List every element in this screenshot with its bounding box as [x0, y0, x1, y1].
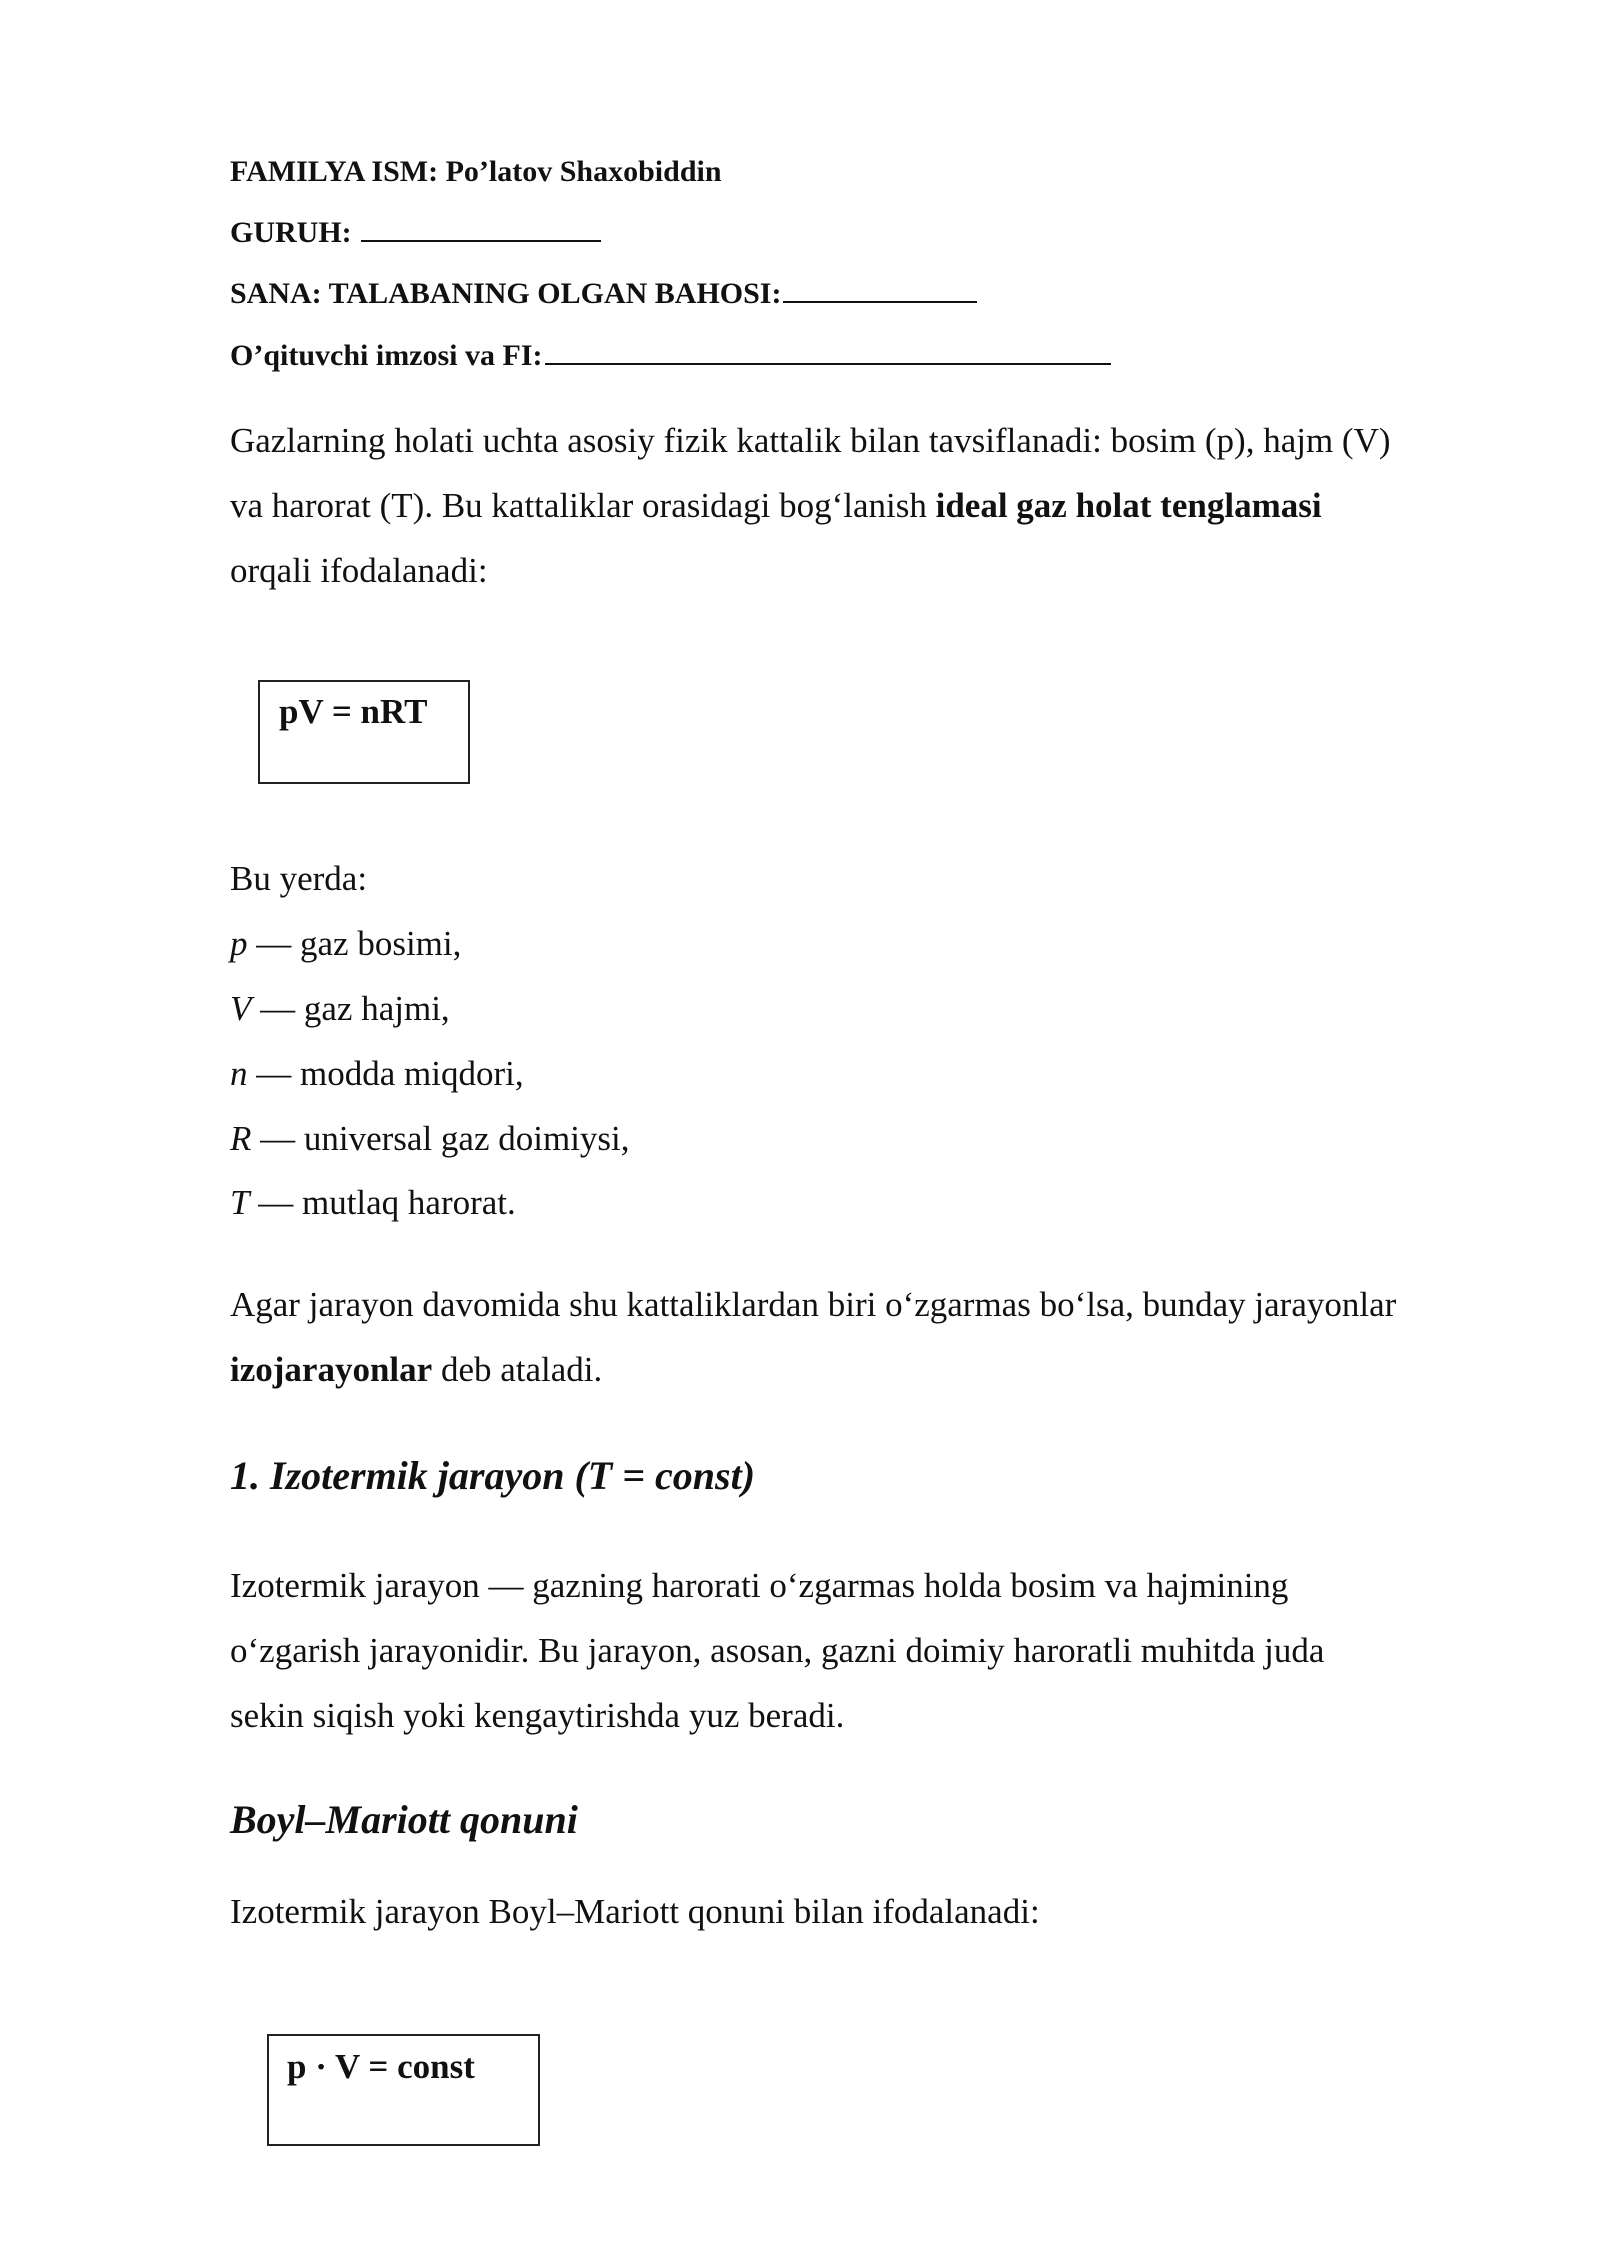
isoprocess-line-2: [230, 1337, 1530, 1402]
boyle-mariotte-paragraph: [230, 1879, 1530, 1944]
name-label: FAMILYA ISM:: [230, 155, 439, 188]
name-field: [230, 153, 722, 191]
formula-ideal-gas: pV = nRT: [279, 692, 428, 731]
teacher-field: [230, 337, 1111, 375]
isoprocess-line-1: Agar jarayon davomida shu kattaliklardan biri o‘zgarmas bo‘lsa, bunday jarayonlar: [230, 1285, 1397, 1324]
definition-t-text: — mutlaq harorat.: [249, 1183, 516, 1222]
definition-r-text: — universal gaz doimiysi,: [251, 1119, 630, 1158]
intro-line-1: Gazlarning holati uchta asosiy fizik kattalik bilan tavsiflanadi: bosim (p), hajm (V): [230, 421, 1391, 460]
isothermal-line-2: o‘zgarish jarayonidir. Bu jarayon, asosan, gazni doimiy haroratli muhitda juda: [230, 1631, 1325, 1670]
intro-line-2-text: va harorat (T). Bu kattaliklar orasidagi bog‘lanish: [230, 486, 936, 525]
symbol-r: R: [230, 1119, 252, 1158]
symbol-t: T: [230, 1183, 250, 1222]
teacher-blank-line: [545, 337, 1111, 365]
section-heading-isothermal: 1. Izotermik jarayon (T = const): [230, 1453, 756, 1498]
group-blank-line: [361, 214, 601, 242]
date-grade-label: SANA: TALABANING OLGAN BAHOSI:: [230, 277, 782, 310]
isothermal-line-3: sekin siqish yoki kengaytirishda yuz beradi.: [230, 1696, 845, 1735]
boyle-mariotte-line-1: Izotermik jarayon Boyl–Mariott qonuni bilan ifodalanadi:: [230, 1892, 1040, 1931]
definition-v-text: — gaz hajmi,: [251, 989, 450, 1028]
intro-paragraph: [230, 408, 1530, 603]
isoprocess-paragraph: [230, 1272, 1530, 1402]
symbol-p: p: [230, 924, 248, 963]
definition-n-text: — modda miqdori,: [247, 1054, 524, 1093]
isoprocess-term: izojarayonlar: [230, 1350, 433, 1389]
formula-boyle-mariotte: p · V = const: [287, 2047, 475, 2086]
name-value: Po’latov Shaxobiddin: [445, 155, 722, 188]
section-heading-boyle-mariotte: Boyl–Mariott qonuni: [230, 1797, 578, 1842]
ideal-gas-term: ideal gaz holat tenglamasi: [935, 486, 1322, 525]
isoprocess-line-2-text: deb ataladi.: [432, 1350, 603, 1389]
symbol-v: V: [230, 989, 252, 1028]
group-field: [230, 214, 601, 252]
definition-p-text: — gaz bosimi,: [247, 924, 462, 963]
definition-r: [230, 1119, 630, 1159]
intro-line-3: orqali ifodalanadi:: [230, 551, 488, 590]
isothermal-paragraph: [230, 1553, 1530, 1748]
intro-line-2: [230, 473, 1530, 538]
definition-t: [230, 1183, 516, 1223]
teacher-label: O’qituvchi imzosi va FI:: [230, 339, 543, 372]
date-grade-field: [230, 275, 977, 313]
definitions-intro: Bu yerda:: [230, 859, 368, 898]
definition-n: [230, 1054, 524, 1094]
definition-v: [230, 989, 450, 1029]
group-label: GURUH:: [230, 216, 352, 249]
grade-blank-line: [783, 275, 977, 303]
symbol-n: n: [230, 1054, 248, 1093]
isothermal-line-1: Izotermik jarayon — gazning harorati o‘zgarmas holda bosim va hajmining: [230, 1566, 1289, 1605]
definition-p: [230, 924, 461, 964]
